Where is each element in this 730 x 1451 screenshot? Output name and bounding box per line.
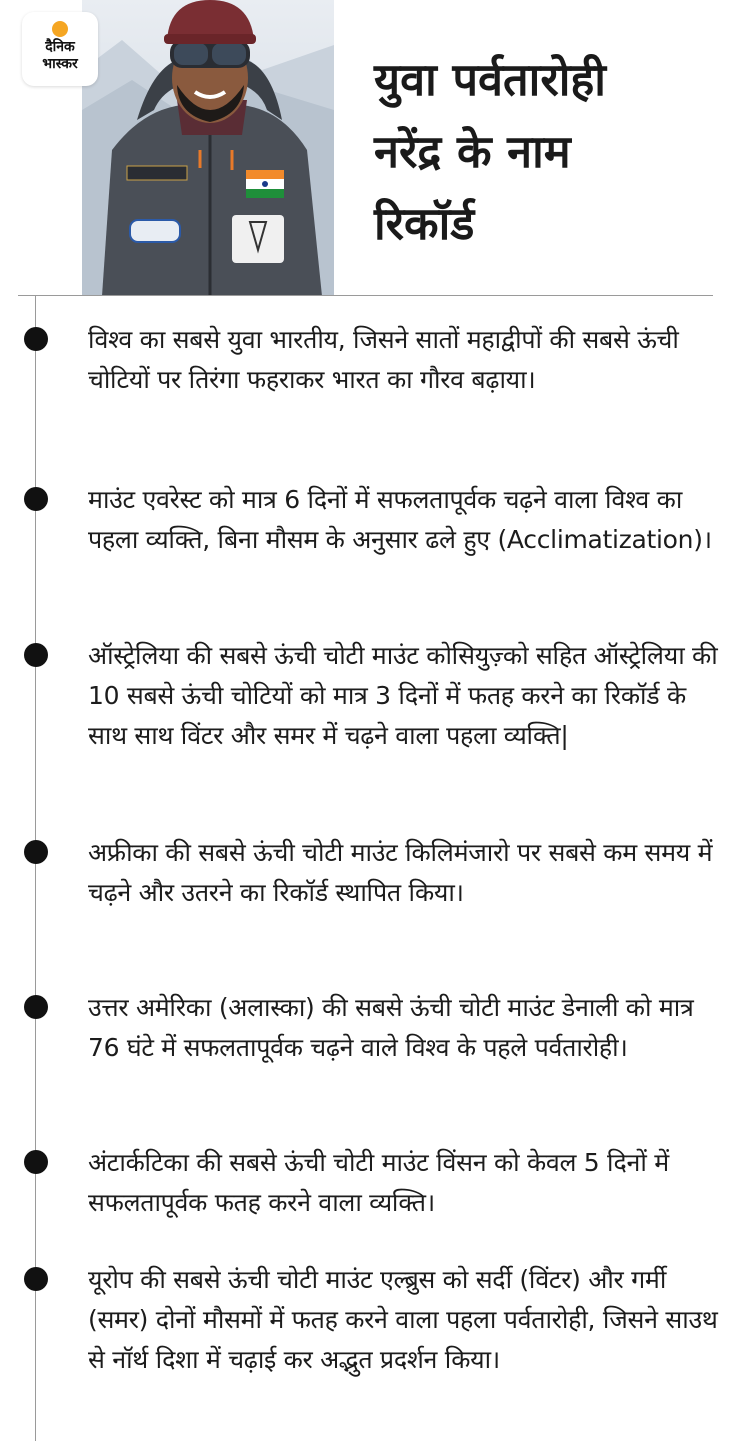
sun-icon (52, 21, 68, 37)
bullet-icon (24, 327, 48, 351)
bullet-icon (24, 487, 48, 511)
bullet-icon (24, 995, 48, 1019)
mountaineer-photo (82, 0, 334, 296)
mountaineer-illustration (82, 0, 334, 296)
record-text: उत्तर अमेरिका (अलास्का) की सबसे ऊंची चोटी माउंट डेनाली को मात्र 76 घंटे में सफलतापूर्वक चढ़ने वाले विश्व के पहले पर्वतारोही। (88, 993, 694, 1062)
record-text: अफ्रीका की सबसे ऊंची चोटी माउंट किलिमंजारो पर सबसे कम समय में चढ़ने और उतरने का रिकॉर्ड स्थापित किया। (88, 838, 713, 907)
bullet-icon (24, 1150, 48, 1174)
record-text: यूरोप की सबसे ऊंची चोटी माउंट एल्ब्रुस को सर्दी (विंटर) और गर्मी (समर) दोनों मौसमों में फतह करने वाला पहला पर्वतारोही, जिसने साउथ से नॉर्थ दिशा में चढ़ाई कर अद्भुत प्रदर्शन किया। (88, 1265, 718, 1374)
page-title (374, 44, 724, 260)
header-divider (18, 295, 713, 296)
record-text: विश्व का सबसे युवा भारतीय, जिसने सातों महाद्वीपों की सबसे ऊंची चोटियों पर तिरंगा फहराकर भारत का गौरव बढ़ाया। (88, 325, 679, 394)
dainik-bhaskar-logo (22, 12, 98, 86)
logo-line2: भास्कर (42, 56, 78, 72)
title-line1: युवा पर्वतारोही (374, 53, 606, 106)
title-line3: रिकॉर्ड (374, 197, 475, 250)
record-text: ऑस्ट्रेलिया की सबसे ऊंची चोटी माउंट कोसियुज़्को सहित ऑस्ट्रेलिया की 10 सबसे ऊंची चोटियों को मात्र 3 दिनों में फतह करने का रिकॉर्ड के साथ साथ विंटर और समर में चढ़ने वाला पहला व्यक्ति| (88, 641, 718, 750)
title-line2: नरेंद्र के नाम (374, 125, 571, 178)
bullet-icon (24, 643, 48, 667)
bullet-icon (24, 840, 48, 864)
record-text: माउंट एवरेस्ट को मात्र 6 दिनों में सफलतापूर्वक चढ़ने वाला विश्व का पहला व्यक्ति, बिना मौसम के अनुसार ढले हुए (Acclimatization)। (88, 485, 712, 554)
logo-line1: दैनिक (45, 39, 75, 55)
record-text: अंटार्कटिका की सबसे ऊंची चोटी माउंट विंसन को केवल 5 दिनों में सफलतापूर्वक फतह करने वाला व्यक्ति। (88, 1148, 669, 1217)
bullet-icon (24, 1267, 48, 1291)
